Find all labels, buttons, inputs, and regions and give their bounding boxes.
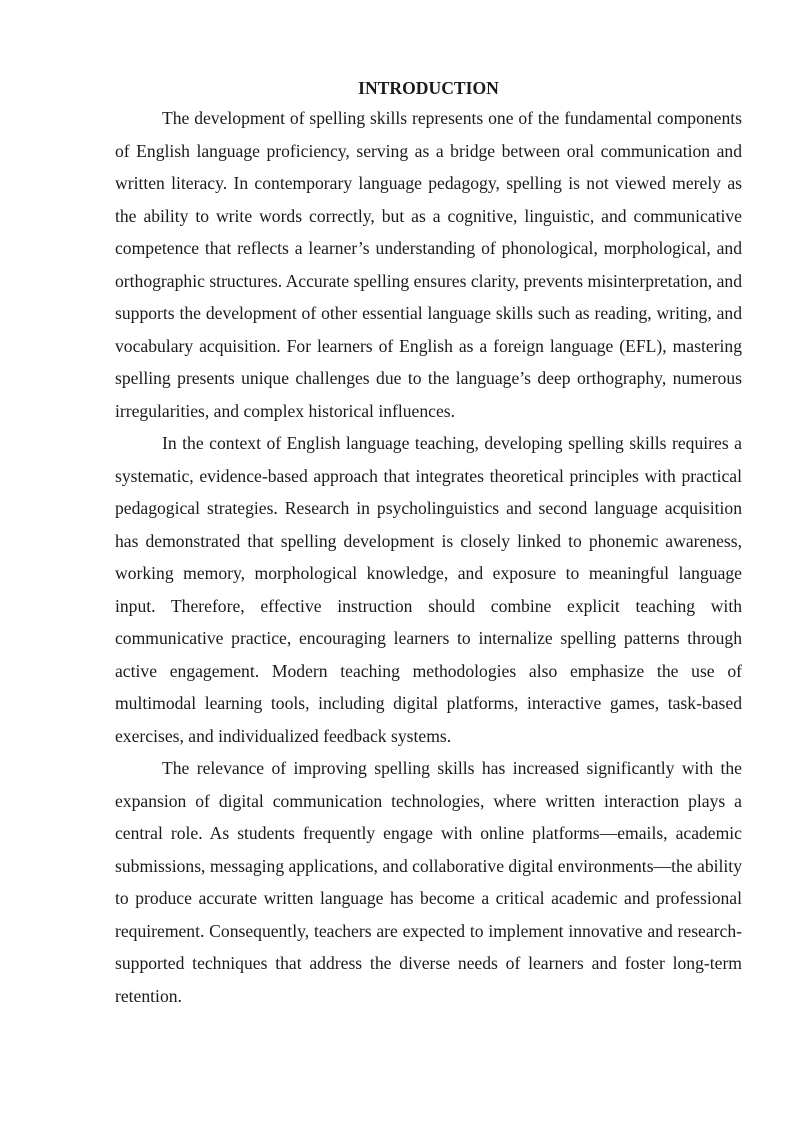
paragraph-1: The development of spelling skills represents one of the fundamental components of English language proficiency, serving as a bridge between oral communication and written literacy. In contemporary language pedagogy, spelling is not viewed merely as the ability to write words correctly, but as a cognitive, linguistic, and communicative competence that reflects a learner’s understanding of phonological, morphological, and orthographic structures. Accurate spelling ensures clarity, prevents misinterpretation, and supports the development of other essential language skills such as reading, writing, and vocabulary acquisition. For learners of English as a foreign language (EFL), mastering spelling presents unique challenges due to the language’s deep orthography, numerous irregularities, and complex historical influences. [115, 108, 742, 421]
document-body [115, 74, 742, 1012]
paragraph-2: In the context of English language teaching, developing spelling skills requires a systematic, evidence-based approach that integrates theoretical principles with practical pedagogical strategies. Research in psycholinguistics and second language acquisition has demonstrated that spelling development is closely linked to phonemic awareness, working memory, morphological knowledge, and exposure to meaningful language input. Therefore, effective instruction should combine explicit teaching with communicative practice, encouraging learners to internalize spelling patterns through active engagement. Modern teaching methodologies also emphasize the use of multimodal learning tools, including digital platforms, interactive games, task-based exercises, and individualized feedback systems. [115, 433, 742, 746]
section-heading: INTRODUCTION [358, 78, 499, 98]
paragraph-3: The relevance of improving spelling skills has increased significantly with the expansion of digital communication technologies, where written interaction plays a central role. As students frequently engage with online platforms—emails, academic submissions, messaging applications, and collaborative digital environments—the ability to produce accurate written language has become a critical academic and professional requirement. Consequently, teachers are expected to implement innovative and research-supported techniques that address the diverse needs of learners and foster long-term retention. [115, 758, 742, 1006]
